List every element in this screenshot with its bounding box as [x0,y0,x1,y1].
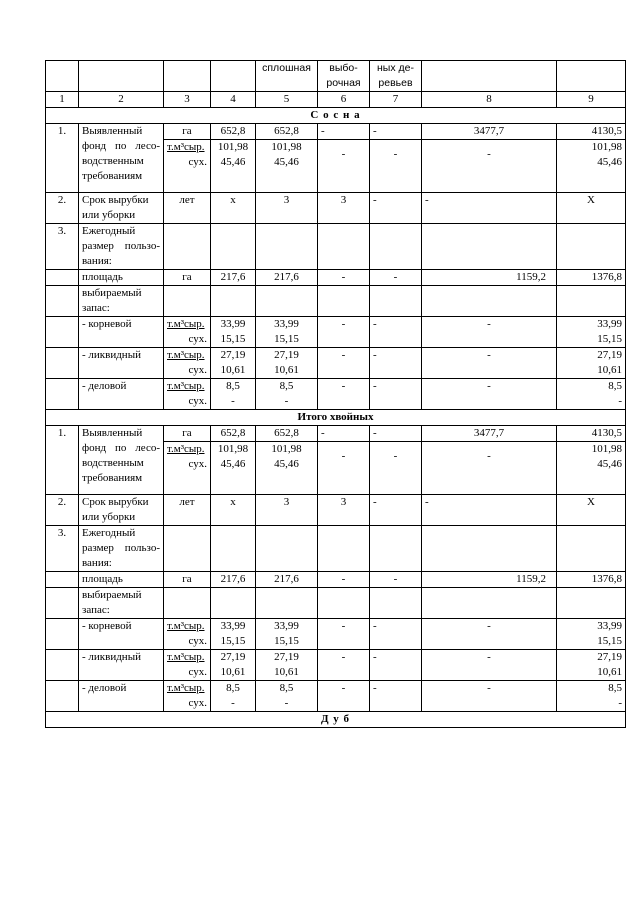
value-cell [211,348,256,379]
value-cell: - [318,317,370,348]
unit-cell: га [164,270,211,286]
empty-cell [46,619,79,650]
value-line: 101,98 [271,443,302,455]
row-number: 1. [46,124,79,193]
value-line: 27,19 [220,651,246,663]
value-line: 45,46 [597,458,622,470]
value-cell: 3 [318,193,370,224]
value-cell: - [318,270,370,286]
unit-cell: га [164,572,211,588]
value-cell [256,348,318,379]
unit-line: т.м³сыр. [167,380,205,392]
header-cell-sploshnaya: сплошная [256,61,318,92]
row-name [79,286,164,317]
unit-line: сух. [188,635,207,647]
value-line: 15,15 [220,635,246,647]
value-cell: - [370,650,422,681]
value-cell [256,650,318,681]
value-cell: - [422,442,557,495]
value-line: 8,5 [226,682,240,694]
unit-cell [164,317,211,348]
row-name-line: размер пользо- [82,542,160,554]
unit-cell: лет [164,193,211,224]
header-cell-vyborochnaya: выбо-рочная [318,61,370,92]
value-cell: - [370,270,422,286]
value-cell [211,140,256,193]
value-cell: - [370,379,422,410]
value-line: 15,15 [274,635,299,647]
row-name: - деловой [79,681,164,712]
value-cell: - [318,348,370,379]
row-name-line: Ежегодный [82,225,136,237]
value-cell: - [370,140,422,193]
row-name-line: или уборки [82,511,136,523]
value-cell [557,619,626,650]
value-cell [211,619,256,650]
column-number: 4 [211,92,256,108]
value-cell: - [422,140,557,193]
empty-cell [557,286,626,317]
value-line: 101,98 [271,141,302,153]
value-line: 15,15 [597,333,622,345]
value-cell: - [318,140,370,193]
unit-line: т.м³сыр. [167,651,205,663]
unit-line: т.м³сыр. [167,620,205,632]
value-cell: х [211,495,256,526]
empty-cell [256,286,318,317]
value-line: 8,5 [608,682,622,694]
value-cell [211,379,256,410]
unit-line: т.м³сыр. [167,349,205,361]
row-name-line: Выявленный [82,125,143,137]
empty-cell [557,224,626,270]
empty-cell [164,526,211,572]
value-cell [256,317,318,348]
unit-line: сух. [188,156,207,168]
empty-cell [256,588,318,619]
value-line: 27,19 [597,349,622,361]
value-line: 33,99 [274,318,299,330]
value-cell: - [422,379,557,410]
value-line: 27,19 [597,651,622,663]
unit-line: т.м³сыр. [167,443,205,455]
table-row [46,681,626,712]
value-cell [557,348,626,379]
value-cell: 1159,2 [422,572,557,588]
table-row [46,619,626,650]
column-number: 1 [46,92,79,108]
value-cell: - [370,348,422,379]
value-line: 33,99 [220,318,246,330]
value-cell: 652,8 [211,124,256,140]
value-line: 33,99 [597,318,622,330]
row-name: - корневой [79,317,164,348]
value-cell [557,442,626,495]
row-name: площадь [79,572,164,588]
row-name-line: выбираемый [82,589,142,601]
table-row [46,224,626,270]
value-cell: 3477,7 [422,426,557,442]
table-row [46,317,626,348]
value-cell: - [422,681,557,712]
empty-cell [318,526,370,572]
value-cell [256,619,318,650]
unit-cell [164,442,211,495]
column-number: 2 [79,92,164,108]
empty-cell [46,572,79,588]
section-row-sosna [46,108,626,124]
value-line: 8,5 [279,682,294,694]
value-line: 10,61 [220,364,246,376]
unit-line: сух. [188,395,207,407]
value-line: 27,19 [274,651,299,663]
value-cell: Х [557,193,626,224]
value-line: 10,61 [274,666,299,678]
value-cell [211,681,256,712]
header-cell [211,61,256,92]
value-line: 8,5 [226,380,240,392]
value-cell: 3 [256,495,318,526]
table-row [46,379,626,410]
row-number: 3. [46,526,79,572]
value-cell: 3 [256,193,318,224]
value-cell: - [318,379,370,410]
value-line: 45,46 [220,156,246,168]
value-line: 33,99 [274,620,299,632]
value-line: 10,61 [597,666,622,678]
section-title: Д у б [46,712,626,728]
value-cell [557,650,626,681]
row-number: 2. [46,495,79,526]
column-number: 7 [370,92,422,108]
value-cell: 217,6 [256,572,318,588]
value-cell: - [370,124,422,140]
value-cell: - [370,193,422,224]
header-cell [79,61,164,92]
empty-cell [46,270,79,286]
section-row-itogo [46,410,626,426]
value-cell: 217,6 [211,270,256,286]
value-line: 10,61 [274,364,299,376]
unit-line: сух. [188,364,207,376]
value-line: 27,19 [220,349,246,361]
value-cell: 1376,8 [557,572,626,588]
header-row-top [46,61,626,92]
row-name: - деловой [79,379,164,410]
value-line: 45,46 [220,458,246,470]
empty-cell [46,348,79,379]
value-line: 101,98 [217,141,249,153]
table-row [46,526,626,572]
value-cell: - [422,193,557,224]
value-cell [256,140,318,193]
row-name-line: размер пользо- [82,240,160,252]
value-cell: - [422,619,557,650]
value-line: - [231,697,235,709]
row-name [79,193,164,224]
value-line: 45,46 [597,156,622,168]
table-row [46,124,626,140]
row-name [79,124,164,193]
value-cell: Х [557,495,626,526]
value-cell: - [370,442,422,495]
row-name-line: выбираемый [82,287,142,299]
row-name-line: запас: [82,302,110,314]
value-line: 101,98 [591,141,622,153]
section-row-dub [46,712,626,728]
row-name [79,526,164,572]
value-line: 15,15 [274,333,299,345]
column-number: 9 [557,92,626,108]
row-name [79,588,164,619]
header-cell [46,61,79,92]
row-name [79,426,164,495]
value-cell: 652,8 [211,426,256,442]
unit-cell [164,379,211,410]
value-cell: 1376,8 [557,270,626,286]
column-number: 6 [318,92,370,108]
value-line: 10,61 [597,364,622,376]
row-name-line: водственным [82,155,144,167]
value-cell: - [370,495,422,526]
empty-cell [557,588,626,619]
row-name-line: или уборки [82,209,136,221]
unit-cell [164,140,211,193]
empty-cell [211,224,256,270]
row-name-line: водственным [82,457,144,469]
value-line: 15,15 [597,635,622,647]
row-name: - корневой [79,619,164,650]
table-row [46,588,626,619]
value-line: - [284,697,289,709]
value-cell: 4130,5 [557,124,626,140]
value-cell: - [422,317,557,348]
unit-line: сух. [188,666,207,678]
value-cell [256,681,318,712]
row-name-line: требованиям [82,170,143,182]
table-row [46,426,626,442]
value-cell: - [370,317,422,348]
unit-line: т.м³сыр. [167,682,205,694]
row-name-line: Ежегодный [82,527,136,539]
value-cell: х [211,193,256,224]
row-name [79,224,164,270]
value-line: - [231,395,235,407]
empty-cell [422,286,557,317]
value-line: - [618,697,622,709]
empty-cell [370,224,422,270]
value-line: - [284,395,289,407]
row-name-line: Выявленный [82,427,143,439]
value-line: 101,98 [217,443,249,455]
row-name-line: Срок вырубки [82,496,149,508]
value-cell: - [370,426,422,442]
value-cell [256,442,318,495]
table-row [46,193,626,224]
header-cell-derevyev: ных де-ревьев [370,61,422,92]
row-name: площадь [79,270,164,286]
unit-line: сух. [188,333,207,345]
unit-cell: лет [164,495,211,526]
empty-cell [422,526,557,572]
empty-cell [211,588,256,619]
value-cell: 652,8 [256,124,318,140]
empty-cell [164,588,211,619]
value-cell [557,379,626,410]
section-title: Итого хвойных [46,410,626,426]
empty-cell [318,588,370,619]
value-cell: - [422,650,557,681]
empty-cell [46,379,79,410]
table-row [46,572,626,588]
unit-cell [164,681,211,712]
value-cell: - [422,495,557,526]
value-cell: - [318,124,370,140]
value-line: 45,46 [274,458,299,470]
unit-cell [164,348,211,379]
unit-line: т.м³сыр. [167,141,205,153]
empty-cell [318,286,370,317]
table-row [46,650,626,681]
row-name-line: Срок вырубки [82,194,149,206]
table-row [46,286,626,317]
header-cell [164,61,211,92]
unit-line: сух. [188,458,207,470]
value-cell: 652,8 [256,426,318,442]
value-line: 8,5 [608,380,622,392]
row-name [79,495,164,526]
row-name: - ликвидный [79,650,164,681]
value-cell [256,379,318,410]
empty-cell [557,526,626,572]
empty-cell [211,286,256,317]
empty-cell [164,286,211,317]
value-line: - [618,395,622,407]
table-row [46,270,626,286]
value-line: 15,15 [220,333,246,345]
empty-cell [370,588,422,619]
unit-cell [164,619,211,650]
empty-cell [318,224,370,270]
column-number: 5 [256,92,318,108]
value-cell: - [318,650,370,681]
forest-resource-table [45,60,626,728]
empty-cell [46,286,79,317]
row-name-line: запас: [82,604,110,616]
row-name-line: фонд по лесо- [82,442,160,454]
value-cell: - [318,619,370,650]
header-row-numbers [46,92,626,108]
unit-cell: га [164,124,211,140]
empty-cell [370,526,422,572]
row-name-line: вания: [82,557,112,569]
value-line: 101,98 [591,443,622,455]
unit-cell: га [164,426,211,442]
empty-cell [46,588,79,619]
value-line: 10,61 [220,666,246,678]
value-cell [557,317,626,348]
value-cell: - [370,681,422,712]
empty-cell [256,526,318,572]
value-cell: 4130,5 [557,426,626,442]
row-name-line: вания: [82,255,112,267]
value-cell: - [318,442,370,495]
value-cell: 217,6 [211,572,256,588]
empty-cell [370,286,422,317]
header-cell [422,61,557,92]
value-line: 45,46 [274,156,299,168]
value-cell: - [370,572,422,588]
value-cell: 1159,2 [422,270,557,286]
row-name-line: фонд по лесо- [82,140,160,152]
value-cell: - [318,426,370,442]
row-name: - ликвидный [79,348,164,379]
value-cell: - [318,572,370,588]
unit-line: сух. [188,697,207,709]
table-row [46,495,626,526]
row-number: 1. [46,426,79,495]
value-line: 8,5 [279,380,294,392]
empty-cell [422,224,557,270]
table-row [46,348,626,379]
value-line: 33,99 [597,620,622,632]
unit-line: т.м³сыр. [167,318,205,330]
value-cell: - [318,681,370,712]
value-line: 27,19 [274,349,299,361]
empty-cell [46,650,79,681]
unit-cell [164,650,211,681]
value-cell: - [422,348,557,379]
row-number: 2. [46,193,79,224]
value-line: 33,99 [220,620,246,632]
row-name-line: требованиям [82,472,143,484]
value-cell: 3 [318,495,370,526]
empty-cell [256,224,318,270]
value-cell: 217,6 [256,270,318,286]
value-cell [211,650,256,681]
column-number: 3 [164,92,211,108]
empty-cell [46,681,79,712]
value-cell [211,442,256,495]
row-number: 3. [46,224,79,270]
empty-cell [422,588,557,619]
empty-cell [46,317,79,348]
section-title: С о с н а [46,108,626,124]
value-cell: - [370,619,422,650]
column-number: 8 [422,92,557,108]
value-cell: 3477,7 [422,124,557,140]
header-cell [557,61,626,92]
value-cell [557,140,626,193]
value-cell [211,317,256,348]
empty-cell [211,526,256,572]
value-cell [557,681,626,712]
empty-cell [164,224,211,270]
